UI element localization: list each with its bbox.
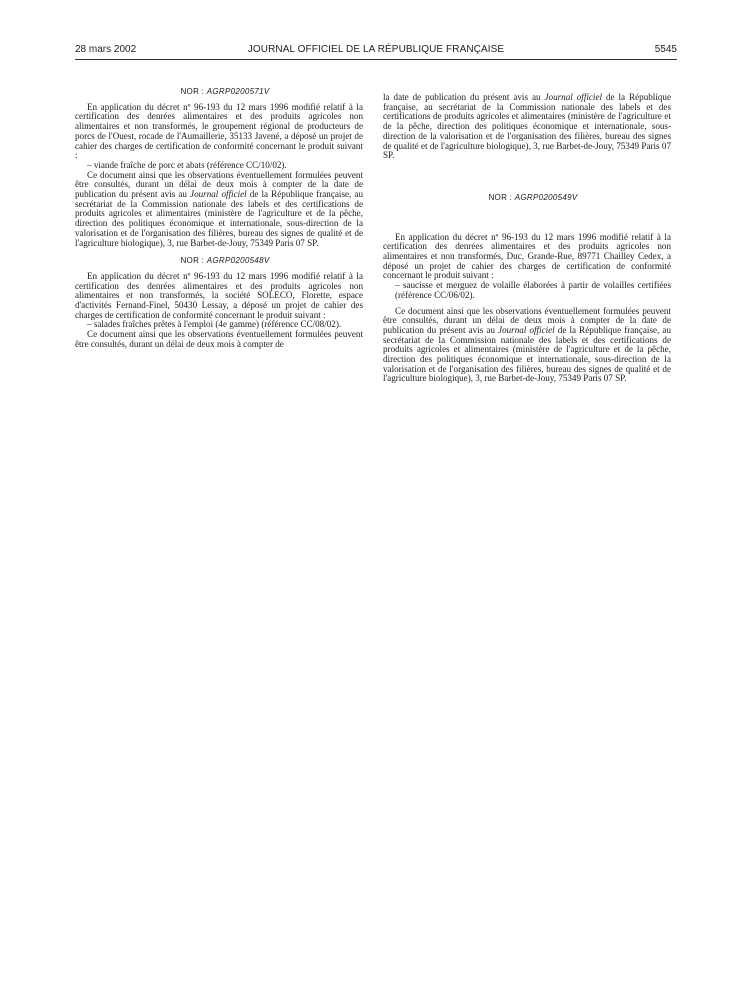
- header-rule: [75, 59, 677, 60]
- nor-code: AGRP0200548V: [206, 256, 270, 266]
- product-item: – saucisse et merguez de volaille élaborées à partir de volailles certifiées (référence CC/06/02).: [395, 280, 671, 300]
- notice-paragraph: Ce document ainsi que les observations éventuellement formulées peuvent être consultés, durant un délai de deux mois à compter de: [75, 329, 363, 349]
- nor-label: NOR :: [180, 87, 205, 96]
- notice-paragraph: En application du décret nº 96-193 du 12 mars 1996 modifié relatif à la certification des denrées alimentaires et des produits agricoles non alimentaires et non transformés, le groupement régional de producteurs de porcs de l'Ouest, rocade de l'Aumaillerie, 35133 Javené, a déposé un projet de cahier des charges de certification de conformité concernant le produit suivant :: [75, 101, 363, 161]
- journal-officiel-italic: Journal officiel: [190, 189, 247, 200]
- right-column: [383, 93, 671, 384]
- product-item: – viande fraîche de porc et abats (référence CC/10/02).: [87, 159, 287, 170]
- nor-reference: [75, 87, 363, 97]
- notice-paragraph: Ce document ainsi que les observations éventuellement formulées peuvent être consultés, durant un délai de deux mois à compter de la date de publication du présent avis au Journal officiel de la République française, au secrétariat de la Commission nationale des labels et des certifications de produits agricoles et alimentaires (ministère de l'agriculture et de la pêche, direction des politiques économique et internationale, sous-direction de la valorisation et de l'organisation des filières, bureau des signes de qualité et de l'agriculture biologique), 3, rue Barbet-de-Jouy, 75349 Paris 07 SP.: [383, 305, 671, 384]
- notice-paragraph: En application du décret nº 96-193 du 12 mars 1996 modifié relatif à la certification des denrées alimentaires et des produits agricoles non alimentaires et non transformés, la société SOLECO, Florette, espace d'activités Fernand-Finel, 50430 Lessay, a déposé un projet de cahier des charges de certification de conformité concernant le produit suivant :: [75, 270, 363, 320]
- notice-agrp0200548v: [75, 256, 363, 349]
- nor-code: AGRP0200571V: [206, 87, 270, 96]
- nor-label: NOR :: [488, 192, 513, 202]
- nor-label: NOR :: [180, 256, 205, 266]
- journal-title: JOURNAL OFFICIEL DE LA RÉPUBLIQUE FRANÇAISE: [247, 44, 505, 55]
- product-item: – salades fraîches prêtes à l'emploi (4e gamme) (référence CC/08/02).: [87, 319, 342, 330]
- nor-reference: [75, 256, 363, 266]
- nor-reference: [383, 193, 671, 203]
- notice-agrp0200549v: [383, 193, 671, 384]
- notice-agrp0200571v: [75, 87, 363, 248]
- continuation-paragraph: la date de publication du présent avis au Journal officiel de la République française, au secrétariat de la Commission nationale des labels et des certifications de produits agricoles et alimentaires (ministère de l'agriculture et de la pêche, direction des politiques économique et internationale, sous-direction de la valorisation et de l'organisation des filières, bureau des signes de qualité et de l'agriculture biologique), 3, rue Barbet-de-Jouy, 75349 Paris 07 SP.: [383, 92, 671, 161]
- page-number: 5545: [654, 44, 677, 55]
- left-column: [75, 87, 363, 350]
- notice-paragraph: Ce document ainsi que les observations éventuellement formulées peuvent être consultés, durant un délai de deux mois à compter de la date de publication du présent avis au Journal officiel de la République française, au secrétariat de la Commission nationale des labels et des certifications de produits agricoles et alimentaires (ministère de l'agriculture et de la pêche, direction des politiques économique et internationale, sous-direction de la valorisation et de l'organisation des filières, bureau des signes de qualité et de l'agriculture biologique), 3, rue Barbet-de-Jouy, 75349 Paris 07 SP.: [75, 169, 363, 248]
- publication-date: 28 mars 2002: [75, 44, 137, 55]
- page-header: [75, 44, 677, 58]
- notice-paragraph: En application du décret nº 96-193 du 12 mars 1996 modifié relatif à la certification des denrées alimentaires et des produits agricoles non alimentaires et non transformés, Duc, Grande-Rue, 89771 Chailley Cedex, a déposé un projet de cahier des charges de certification de conformité concernant le produit suivant :: [383, 231, 671, 281]
- journal-officiel-italic: Journal officiel: [498, 324, 555, 335]
- journal-officiel-italic: Journal officiel: [544, 92, 603, 102]
- nor-code: AGRP0200549V: [514, 192, 578, 202]
